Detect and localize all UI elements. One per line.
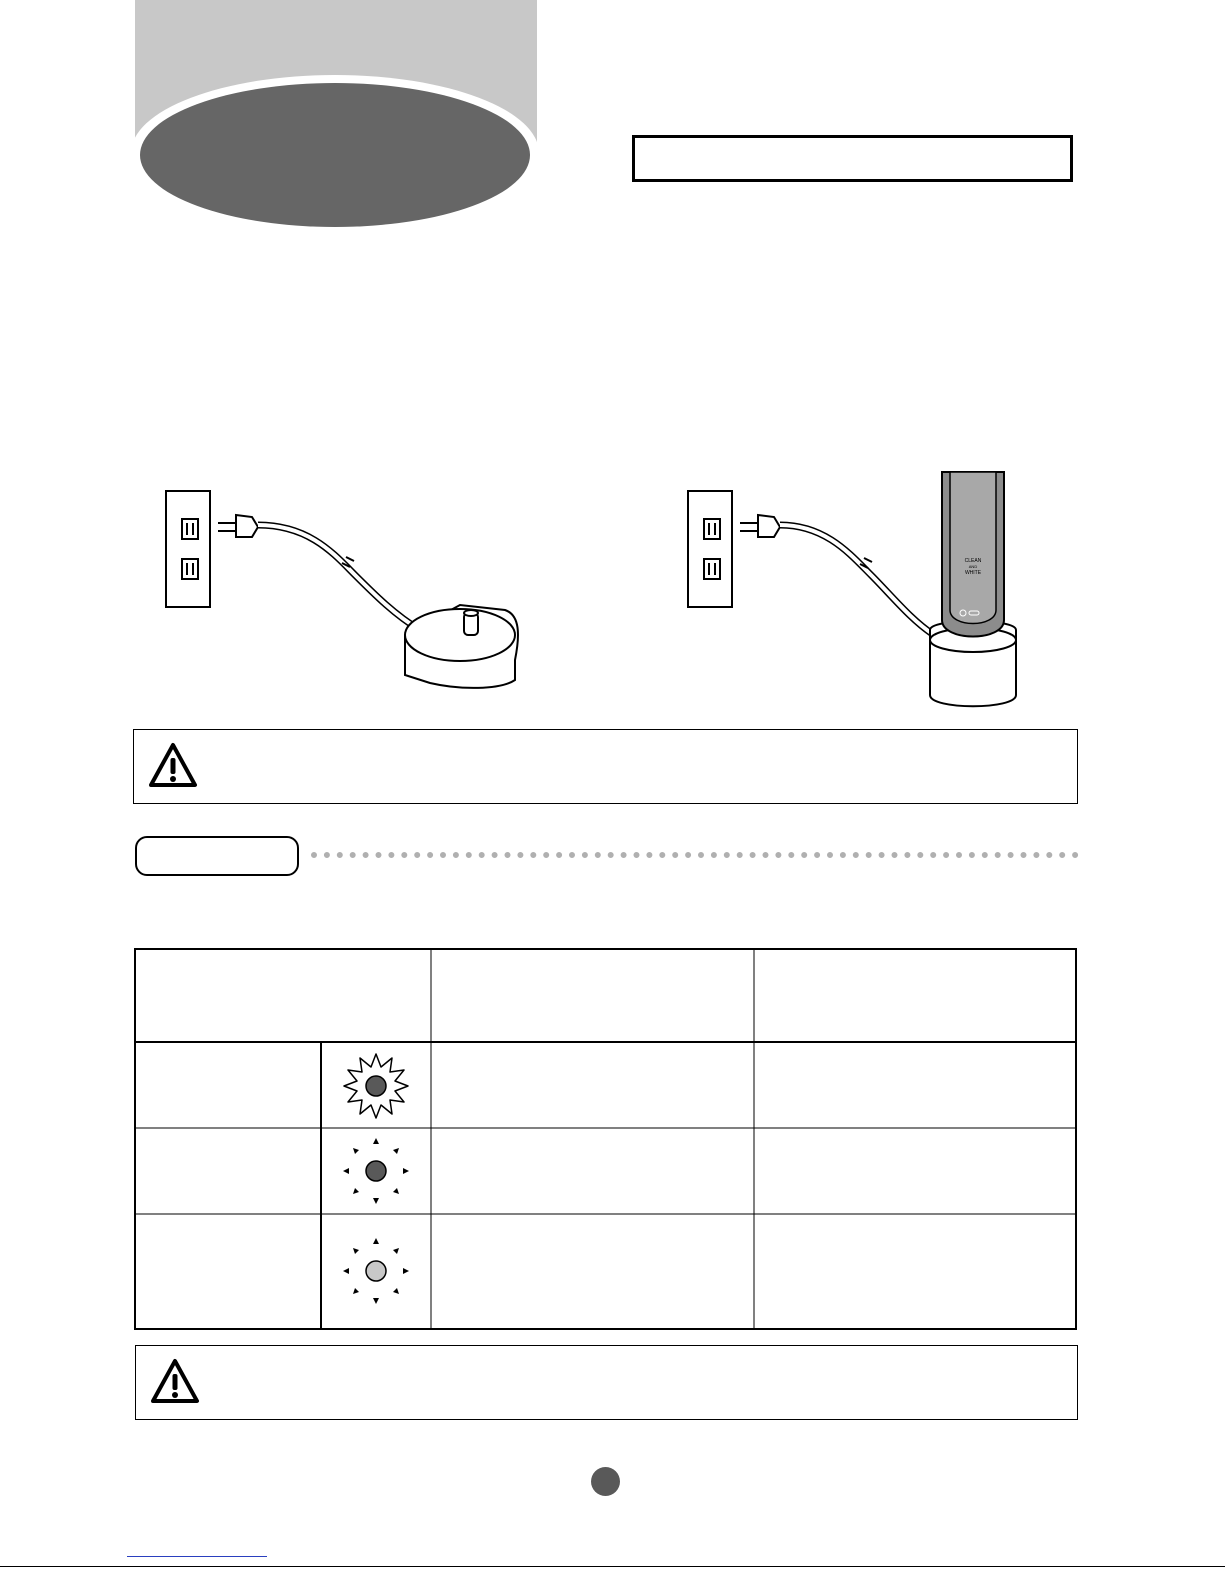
handle-text-2: AND xyxy=(968,564,978,569)
section-tab xyxy=(135,836,299,876)
title-box xyxy=(632,135,1073,182)
footer-link[interactable] xyxy=(127,1555,267,1557)
warning-triangle-icon xyxy=(148,741,198,791)
warning-box-1 xyxy=(133,729,1078,804)
charger-plugged-in-illustration xyxy=(160,485,530,710)
warning-box-2 xyxy=(135,1345,1078,1420)
plug-icon xyxy=(218,515,258,537)
handle-text-3: WHITE xyxy=(964,570,982,576)
toothbrush-handle-icon xyxy=(942,472,1004,637)
wall-outlet-icon xyxy=(166,491,210,607)
wall-outlet-icon xyxy=(688,491,732,607)
plug-icon xyxy=(740,515,780,537)
footer-rule xyxy=(0,1566,1225,1567)
warning-triangle-icon xyxy=(150,1357,200,1407)
handle-text-1: CLEAN xyxy=(964,558,982,564)
page-number-dot xyxy=(591,1467,620,1496)
header-banner xyxy=(135,0,537,230)
toothbrush-on-charger-illustration xyxy=(686,470,1026,710)
header-ellipse xyxy=(140,83,530,227)
charger-base-icon xyxy=(405,605,518,688)
indicator-table xyxy=(134,948,1077,1330)
dotted-rule xyxy=(310,850,1080,860)
